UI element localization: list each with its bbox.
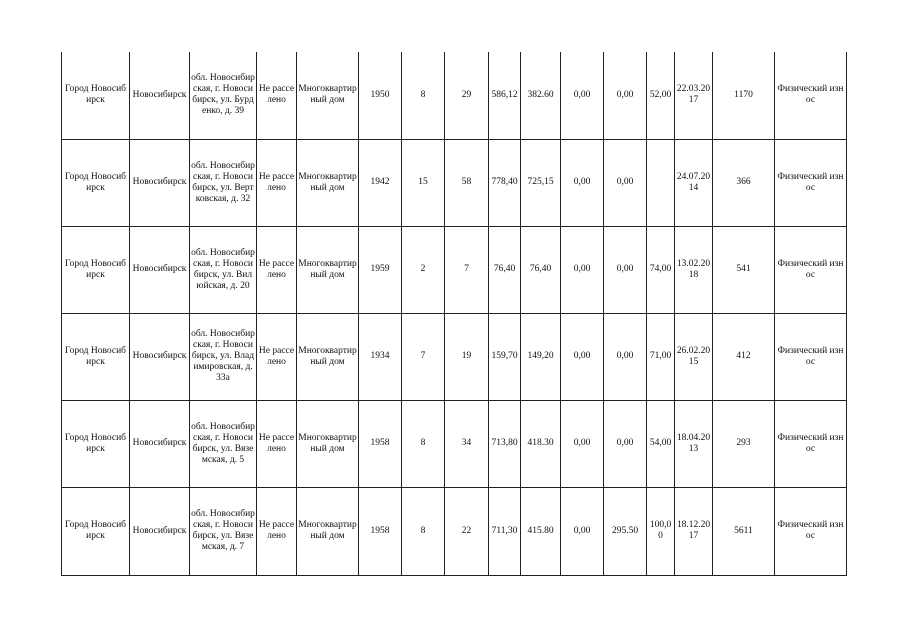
wear-cell [647,139,675,226]
building-type-cell: Многоквартирный дом [297,226,359,313]
reason-cell: Физический износ [775,226,847,313]
table-row [62,52,847,139]
area-total-cell: 778,40 [489,139,521,226]
city-cell: Город Новосибирск [62,313,130,400]
reason-cell: Физический износ [775,487,847,575]
status-cell: Не расселено [257,313,297,400]
city-cell: Город Новосибирск [62,487,130,575]
date-cell: 13.02.2018 [675,226,713,313]
area-total-cell: 76,40 [489,226,521,313]
area-b-cell: 0,00 [604,313,647,400]
area-a-cell: 0,00 [561,226,604,313]
area-a-cell: 0,00 [561,400,604,487]
building-type-cell: Многоквартирный дом [297,313,359,400]
doc-number-cell: 5611 [713,487,775,575]
residents-cell: 58 [445,139,489,226]
year-cell: 1934 [359,313,402,400]
area-total-cell: 586,12 [489,52,521,139]
floors-cell: 2 [402,226,445,313]
doc-number-cell: 1170 [713,52,775,139]
date-cell: 24.07.2014 [675,139,713,226]
wear-cell: 100,00 [647,487,675,575]
status-cell: Не расселено [257,226,297,313]
wear-cell: 71,00 [647,313,675,400]
year-cell: 1958 [359,487,402,575]
building-type-cell: Многоквартирный дом [297,400,359,487]
district-cell: Новосибирск [130,487,190,575]
area-total-cell: 711,30 [489,487,521,575]
area-total-cell: 159,70 [489,313,521,400]
doc-number-cell: 412 [713,313,775,400]
table-row [62,139,847,226]
address-cell: обл. Новосибирская, г. Новосибирск, ул. Владимировская, д. 33а [190,313,257,400]
district-cell: Новосибирск [130,313,190,400]
table-row [62,487,847,575]
doc-number-cell: 293 [713,400,775,487]
area-living-cell: 725,15 [521,139,561,226]
doc-number-cell: 541 [713,226,775,313]
table-row [62,313,847,400]
reason-cell: Физический износ [775,400,847,487]
area-b-cell: 0,00 [604,139,647,226]
area-a-cell: 0,00 [561,313,604,400]
floors-cell: 7 [402,313,445,400]
year-cell: 1958 [359,400,402,487]
building-type-cell: Многоквартирный дом [297,52,359,139]
wear-cell: 52,00 [647,52,675,139]
area-living-cell: 415.80 [521,487,561,575]
address-cell: обл. Новосибирская, г. Новосибирск, ул. Вяземская, д. 5 [190,400,257,487]
doc-number-cell: 366 [713,139,775,226]
residents-cell: 19 [445,313,489,400]
wear-cell: 54,00 [647,400,675,487]
date-cell: 18.12.2017 [675,487,713,575]
floors-cell: 8 [402,52,445,139]
status-cell: Не расселено [257,487,297,575]
address-cell: обл. Новосибирская, г. Новосибирск, ул. Вяземская, д. 7 [190,487,257,575]
district-cell: Новосибирск [130,226,190,313]
floors-cell: 8 [402,487,445,575]
reason-cell: Физический износ [775,139,847,226]
district-cell: Новосибирск [130,400,190,487]
reason-cell: Физический износ [775,52,847,139]
status-cell: Не расселено [257,400,297,487]
table-row [62,226,847,313]
date-cell: 26.02.2015 [675,313,713,400]
area-living-cell: 149,20 [521,313,561,400]
city-cell: Город Новосибирск [62,139,130,226]
area-a-cell: 0,00 [561,52,604,139]
status-cell: Не расселено [257,139,297,226]
city-cell: Город Новосибирск [62,226,130,313]
area-living-cell: 418.30 [521,400,561,487]
area-b-cell: 0,00 [604,400,647,487]
area-living-cell: 382.60 [521,52,561,139]
table-row [62,400,847,487]
residents-cell: 22 [445,487,489,575]
year-cell: 1950 [359,52,402,139]
building-type-cell: Многоквартирный дом [297,139,359,226]
housing-registry-table [61,52,847,576]
area-b-cell: 295.50 [604,487,647,575]
district-cell: Новосибирск [130,139,190,226]
date-cell: 18.04.2013 [675,400,713,487]
area-b-cell: 0,00 [604,52,647,139]
date-cell: 22.03.2017 [675,52,713,139]
residents-cell: 29 [445,52,489,139]
address-cell: обл. Новосибирская, г. Новосибирск, ул. Вилюйская, д. 20 [190,226,257,313]
reason-cell: Физический износ [775,313,847,400]
address-cell: обл. Новосибирская, г. Новосибирск, ул. Бурденко, д. 39 [190,52,257,139]
residents-cell: 7 [445,226,489,313]
area-living-cell: 76,40 [521,226,561,313]
area-a-cell: 0,00 [561,139,604,226]
year-cell: 1959 [359,226,402,313]
address-cell: обл. Новосибирская, г. Новосибирск, ул. Вертковская, д. 32 [190,139,257,226]
floors-cell: 8 [402,400,445,487]
status-cell: Не расселено [257,52,297,139]
building-type-cell: Многоквартирный дом [297,487,359,575]
district-cell: Новосибирск [130,52,190,139]
floors-cell: 15 [402,139,445,226]
residents-cell: 34 [445,400,489,487]
city-cell: Город Новосибирск [62,52,130,139]
city-cell: Город Новосибирск [62,400,130,487]
area-b-cell: 0,00 [604,226,647,313]
year-cell: 1942 [359,139,402,226]
wear-cell: 74,00 [647,226,675,313]
area-total-cell: 713,80 [489,400,521,487]
area-a-cell: 0,00 [561,487,604,575]
